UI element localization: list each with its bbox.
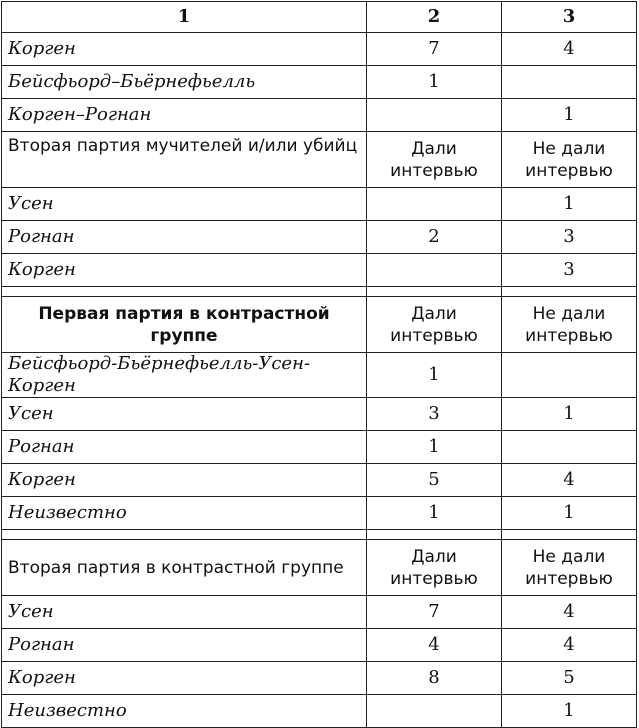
row-label: Корген–Рогнан bbox=[2, 99, 367, 132]
section-col3-line2: интервью bbox=[525, 325, 613, 346]
row-label: Корген bbox=[2, 33, 367, 66]
section-col3-label bbox=[502, 297, 637, 353]
row-value-not-gave: 4 bbox=[502, 629, 637, 662]
spacer-cell bbox=[502, 287, 637, 297]
header-row bbox=[2, 2, 637, 33]
row-value-not-gave bbox=[502, 66, 637, 99]
row-label: Усен bbox=[2, 188, 367, 221]
section-col2-label bbox=[367, 297, 502, 353]
row-label: Бейсфьорд–Бьёрнефьелль bbox=[2, 66, 367, 99]
row-value-not-gave: 1 bbox=[502, 188, 637, 221]
section-col2-label bbox=[367, 540, 502, 596]
section-col2-line1: Дали bbox=[411, 546, 457, 567]
table-row bbox=[2, 221, 637, 254]
table-row bbox=[2, 254, 637, 287]
section-col2-label bbox=[367, 132, 502, 188]
row-value-gave: 7 bbox=[367, 596, 502, 629]
row-label: Усен bbox=[2, 596, 367, 629]
section-header-row bbox=[2, 297, 637, 353]
row-value-gave bbox=[367, 695, 502, 728]
section-col3-line1: Не дали bbox=[532, 303, 606, 324]
table-row bbox=[2, 99, 637, 132]
column-header-3: 3 bbox=[502, 2, 637, 33]
section-col2-line1: Дали bbox=[411, 303, 457, 324]
row-value-not-gave: 1 bbox=[502, 398, 637, 431]
row-label: Корген bbox=[2, 662, 367, 695]
row-value-gave: 2 bbox=[367, 221, 502, 254]
row-value-gave: 1 bbox=[367, 353, 502, 398]
section-header-row bbox=[2, 540, 637, 596]
section-col3-line1: Не дали bbox=[532, 138, 606, 159]
column-header-2: 2 bbox=[367, 2, 502, 33]
row-label: Неизвестно bbox=[2, 497, 367, 530]
section-title: Первая партия в контрастной группе bbox=[2, 297, 367, 353]
row-value-gave: 4 bbox=[367, 629, 502, 662]
section-col3-line2: интервью bbox=[525, 160, 613, 181]
section-col3-line2: интервью bbox=[525, 568, 613, 589]
table-row bbox=[2, 353, 637, 398]
row-label: Рогнан bbox=[2, 431, 367, 464]
row-value-not-gave bbox=[502, 353, 637, 398]
spacer-cell bbox=[367, 530, 502, 540]
row-value-gave bbox=[367, 99, 502, 132]
column-header-1: 1 bbox=[2, 2, 367, 33]
row-value-not-gave: 3 bbox=[502, 254, 637, 287]
row-value-gave: 3 bbox=[367, 398, 502, 431]
table-row bbox=[2, 464, 637, 497]
row-label: Рогнан bbox=[2, 629, 367, 662]
table-row bbox=[2, 497, 637, 530]
table-row bbox=[2, 629, 637, 662]
row-label: Неизвестно bbox=[2, 695, 367, 728]
row-value-not-gave: 1 bbox=[502, 497, 637, 530]
spacer-row bbox=[2, 530, 637, 540]
row-value-gave: 7 bbox=[367, 33, 502, 66]
row-value-not-gave bbox=[502, 431, 637, 464]
row-value-not-gave: 3 bbox=[502, 221, 637, 254]
section-header-row bbox=[2, 132, 637, 188]
section-col2-line1: Дали bbox=[411, 138, 457, 159]
table-row bbox=[2, 398, 637, 431]
row-value-gave: 5 bbox=[367, 464, 502, 497]
row-value-gave: 1 bbox=[367, 497, 502, 530]
spacer-cell bbox=[2, 530, 367, 540]
row-value-not-gave: 4 bbox=[502, 596, 637, 629]
row-value-gave: 8 bbox=[367, 662, 502, 695]
section-col3-label bbox=[502, 540, 637, 596]
section-col2-line2: интервью bbox=[390, 568, 478, 589]
section-col2-line2: интервью bbox=[390, 160, 478, 181]
table-row bbox=[2, 662, 637, 695]
table-row bbox=[2, 596, 637, 629]
table-row bbox=[2, 431, 637, 464]
row-value-gave: 1 bbox=[367, 66, 502, 99]
row-label: Корген bbox=[2, 464, 367, 497]
table-row bbox=[2, 695, 637, 728]
row-label: Усен bbox=[2, 398, 367, 431]
section-col3-line1: Не дали bbox=[532, 546, 606, 567]
spacer-row bbox=[2, 287, 637, 297]
table-row bbox=[2, 66, 637, 99]
row-label: Рогнан bbox=[2, 221, 367, 254]
section-title: Вторая партия в контрастной группе bbox=[2, 540, 367, 596]
row-label: Бейсфьорд-Бьёрнефьелль-Усен-Корген bbox=[2, 353, 367, 398]
row-value-not-gave: 1 bbox=[502, 99, 637, 132]
row-value-gave bbox=[367, 254, 502, 287]
row-label: Корген bbox=[2, 254, 367, 287]
spacer-cell bbox=[502, 530, 637, 540]
section-col3-label bbox=[502, 132, 637, 188]
row-value-not-gave: 5 bbox=[502, 662, 637, 695]
table-row bbox=[2, 188, 637, 221]
row-value-not-gave: 4 bbox=[502, 33, 637, 66]
row-value-gave: 1 bbox=[367, 431, 502, 464]
spacer-cell bbox=[367, 287, 502, 297]
table-row bbox=[2, 33, 637, 66]
row-value-not-gave: 1 bbox=[502, 695, 637, 728]
data-table bbox=[1, 1, 637, 728]
row-value-gave bbox=[367, 188, 502, 221]
section-col2-line2: интервью bbox=[390, 325, 478, 346]
spacer-cell bbox=[2, 287, 367, 297]
section-title: Вторая партия мучителей и/или убийц bbox=[2, 132, 367, 188]
row-value-not-gave: 4 bbox=[502, 464, 637, 497]
